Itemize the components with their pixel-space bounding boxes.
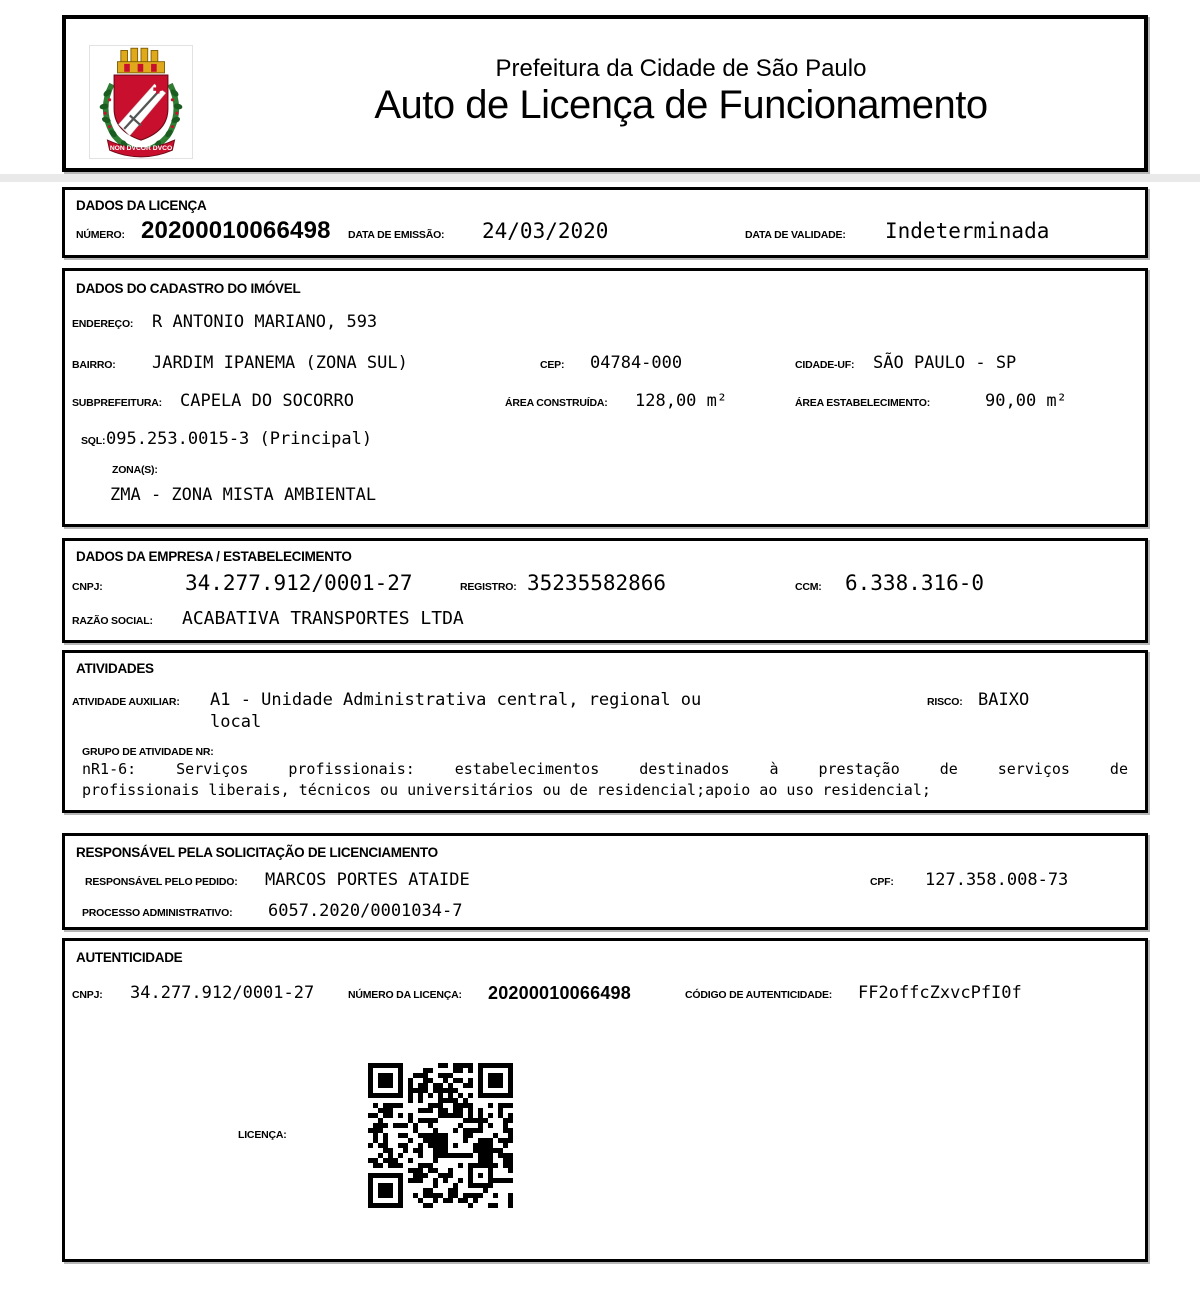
cidade-uf-value: SÃO PAULO - SP [873,353,1017,373]
company-data-section [62,538,1148,643]
header-box [62,15,1148,172]
auth-cnpj-value: 34.277.912/0001-27 [130,983,315,1003]
license-qr-code [368,1063,513,1208]
subprefeitura-label: SUBPREFEITURA: [72,397,162,409]
auth-numero-label: NÚMERO DA LICENÇA: [348,989,462,1001]
cpf-value: 127.358.008-73 [925,870,1069,890]
section-title: DADOS DO CADASTRO DO IMÓVEL [76,281,301,296]
sql-label: SQL: [81,435,106,447]
licenca-qr-label: LICENÇA: [238,1129,287,1141]
razao-social-label: RAZÃO SOCIAL: [72,615,153,627]
risco-value: BAIXO [978,690,1030,710]
grupo-atividade-linha1: nR1-6: Serviços profissionais: estabelecimentos destinados à prestação de serviços de [82,760,1128,778]
authenticity-section [62,938,1148,1262]
area-construida-label: ÁREA CONSTRUÍDA: [505,397,608,409]
area-estabelecimento-value: 90,00 m² [985,391,1067,411]
sao-paulo-coat-of-arms-icon [90,46,192,158]
ccm-label: CCM: [795,581,822,593]
crest-motto: NON DVCOR DVCO [109,145,173,153]
numero-value: 20200010066498 [141,217,331,244]
header-titles [216,55,1146,128]
numero-label: NÚMERO: [76,229,125,241]
data-emissao-label: DATA DE EMISSÃO: [348,229,445,241]
auth-codigo-value: FF2offcZxvcPfI0f [858,983,1022,1003]
crest-shield [114,75,168,140]
cnpj-value: 34.277.912/0001-27 [185,571,413,595]
endereco-value: R ANTONIO MARIANO, 593 [152,312,378,332]
section-title: AUTENTICIDADE [76,950,183,965]
responsible-section [62,833,1148,930]
zonas-label: ZONA(S): [112,464,158,476]
document-title: Auto de Licença de Funcionamento [374,83,988,127]
auth-codigo-label: CÓDIGO DE AUTENTICIDADE: [685,989,833,1001]
city-crest-frame [89,45,193,159]
data-validade-label: DATA DE VALIDADE: [745,229,846,241]
section-title: DADOS DA LICENÇA [76,198,207,213]
auth-numero-value: 20200010066498 [488,983,631,1003]
processo-value: 6057.2020/0001034-7 [268,901,463,921]
zonas-value: ZMA - ZONA MISTA AMBIENTAL [110,485,377,505]
risco-label: RISCO: [927,696,963,708]
ccm-value: 6.338.316-0 [845,571,985,595]
atividade-auxiliar-value: A1 - Unidade Administrativa central, regional ou local [210,690,702,732]
section-title: RESPONSÁVEL PELA SOLICITAÇÃO DE LICENCIAMENTO [76,845,438,860]
cep-label: CEP: [540,359,565,371]
page-separator-band [0,174,1200,182]
registro-label: REGISTRO: [460,581,517,593]
responsavel-pedido-label: RESPONSÁVEL PELO PEDIDO: [85,876,238,888]
license-data-section [62,187,1148,258]
registro-value: 35235582866 [527,571,667,595]
subprefeitura-value: CAPELA DO SOCORRO [180,391,354,411]
atividade-auxiliar-label: ATIVIDADE AUXILIAR: [72,696,180,708]
cep-value: 04784-000 [590,353,683,373]
data-validade-value: Indeterminada [885,219,1050,243]
cidade-uf-label: CIDADE-UF: [795,359,855,371]
crest-crown [117,48,164,73]
area-construida-value: 128,00 m² [635,391,728,411]
property-data-section [62,268,1148,527]
bairro-value: JARDIM IPANEMA (ZONA SUL) [152,353,408,373]
processo-label: PROCESSO ADMINISTRATIVO: [82,907,233,919]
bairro-label: BAIRRO: [72,359,116,371]
endereco-label: ENDEREÇO: [72,318,134,330]
sql-value: 095.253.0015-3 (Principal) [106,429,373,449]
data-emissao-value: 24/03/2020 [482,219,609,243]
responsavel-pedido-value: MARCOS PORTES ATAIDE [265,870,470,890]
activities-section [62,650,1148,813]
section-title: DADOS DA EMPRESA / ESTABELECIMENTO [76,549,352,564]
auth-cnpj-label: CNPJ: [72,989,103,1001]
razao-social-value: ACABATIVA TRANSPORTES LTDA [182,608,464,629]
section-title: ATIVIDADES [76,661,154,676]
cnpj-label: CNPJ: [72,581,103,593]
org-name: Prefeitura da Cidade de São Paulo [495,55,867,82]
area-estabelecimento-label: ÁREA ESTABELECIMENTO: [795,397,931,409]
cpf-label: CPF: [870,876,894,888]
grupo-atividade-linha2: profissionais liberais, técnicos ou universitários ou de residencial;apoio ao uso residencial; [82,781,931,799]
grupo-atividade-label: GRUPO DE ATIVIDADE NR: [82,746,214,758]
